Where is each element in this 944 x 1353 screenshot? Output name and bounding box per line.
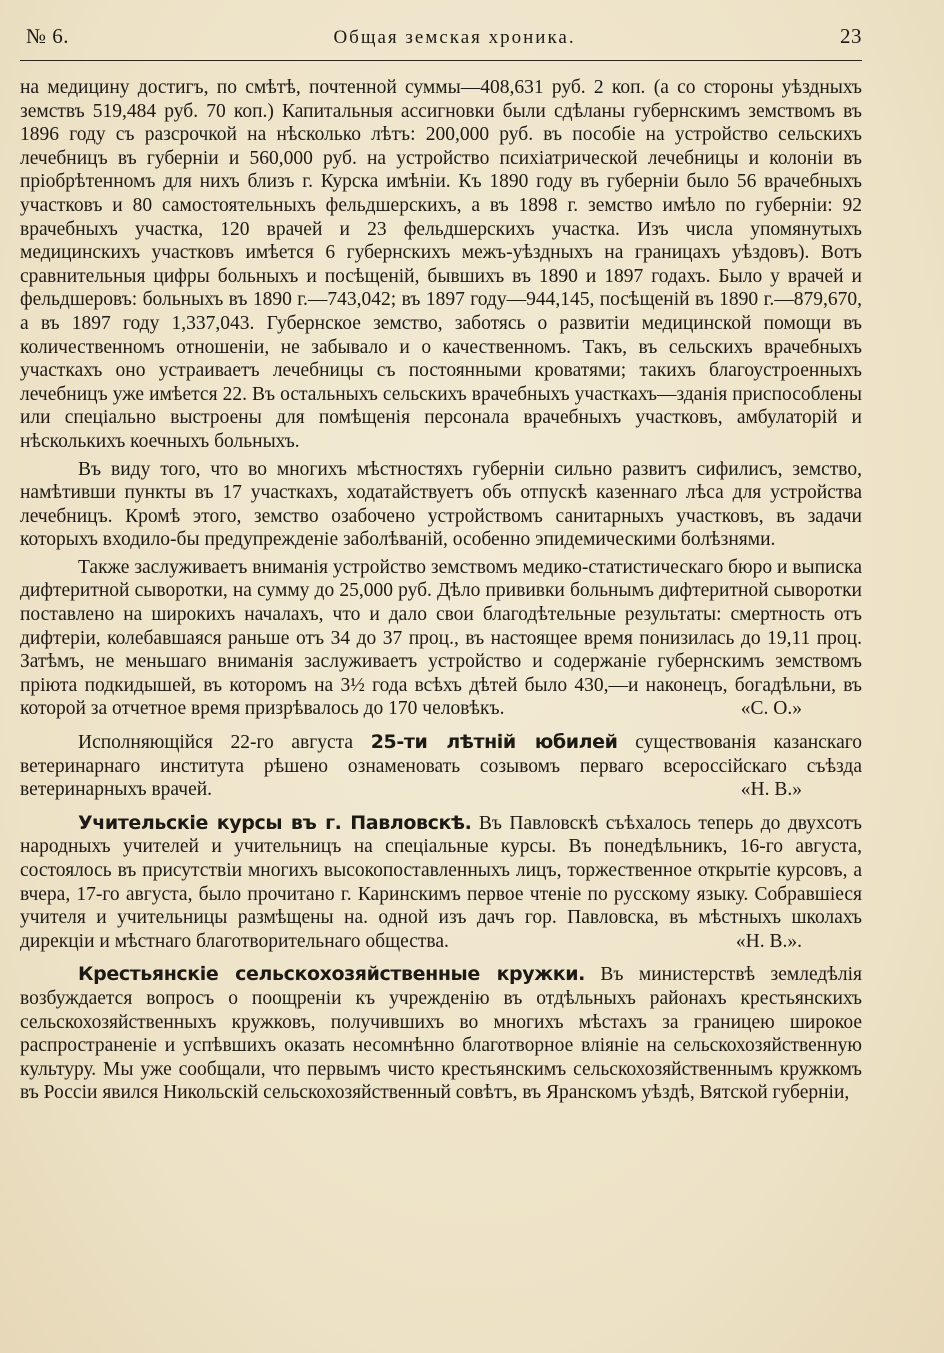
inline-heading-peasant-circles: Крестьянскіе сельскохозяйственные кружки. — [78, 963, 585, 986]
paragraph-medical-spending — [20, 76, 862, 454]
running-head — [26, 24, 862, 58]
article-body — [20, 76, 862, 1109]
paragraph-text: Въ Павловскѣ съѣхалось теперь до двухсотъ народныхъ учителей и учительницъ на спеціальные курсы. Въ понедѣльникъ, 16-го августа, состоялось въ присутствіи многихъ высокопоставленныхъ лицъ, торжественное открытіе курсовъ, а вчера, 17-го августа, было прочитано г. Каринскимъ первое чтеніе по русскому языку. Собравшіеся учителя и учительницы размѣщены на. одной изъ дачъ гор. Павловска, въ мѣстныхъ школахъ дирекціи и мѣстнаго благотворительнаго общества. — [20, 812, 862, 952]
paragraph-text: Исполняющійся 22-го августа — [78, 732, 371, 754]
signature-nv: «Н. В.». — [735, 930, 802, 952]
paragraph-text: на медицину достигъ, по смѣтѣ, почтенной суммы—408,631 руб. 2 коп. (а со стороны уѣздныхъ земствъ 519,484 руб. 70 коп.) Капитальныя ассигновки были сдѣланы губернскимъ земствомъ въ 1896 году съ разсрочкой на нѣсколько лѣтъ: 200,000 руб. въ пособіе на устройство сельскихъ лечебницъ въ губерніи и 560,000 руб. на устройство психіатрической лечебницы и колоніи въ пріобрѣтенномъ для нихъ близъ г. Курска имѣніи. Къ 1890 году въ губерніи было 56 врачебныхъ участковъ и 80 самостоятельныхъ фельдшерскихъ, а въ 1898 г. земство имѣло по губерніи: 92 врачебныхъ участка, 120 врачей и 23 фельдшерскихъ участка. Изъ числа упомянутыхъ медицинскихъ участковъ имѣется 6 губернскихъ межъ-уѣздныхъ на границахъ уѣздовъ). Вотъ сравнительныя цифры больныхъ и посѣщеній, бывшихъ въ 1890 и 1897 годахъ. Было у врачей и фельдшеровъ: больныхъ въ 1890 г.—743,042; въ 1897 году—944,145, посѣщеній въ 1890 г.—879,670, а въ 1897 году 1,337,043. Губернское земство, заботясь о развитіи медицинской помощи въ количественномъ отношеніи, не забывало и о качественномъ. Такъ, въ сельскихъ врачебныхъ участкахъ оно устраиваетъ лечебницы съ постоянными кроватями; такихъ благоустроенныхъ лечебницъ уже имѣется 22. Въ остальныхъ сельскихъ врачебныхъ участкахъ—зданія приспособлены или спеціально выстроены для помѣщенія персонала врачебныхъ участковъ, амбулаторій и нѣсколькихъ коечныхъ больныхъ. — [20, 77, 862, 452]
paragraph-syphilis — [20, 458, 862, 552]
paragraph-text: Въ министерствѣ земледѣлія возбуждается вопросъ о поощреніи къ учрежденію въ отдѣльныхъ районахъ крестьянскихъ сельскохозяйственныхъ кружковъ, получившихъ во многихъ мѣстахъ за границею широкое распространеніе и успѣвшихъ оказать несомнѣнно благотворное вліяніе на сельскохозяйственную культуру. Мы уже сообщали, что первымъ чисто крестьянскимъ сельскохозяйственнымъ кружкомъ въ Россіи явился Никольскій сельскохозяйственный совѣтъ, въ Яранскомъ уѣздѣ, Вятской губерніи, — [20, 964, 862, 1104]
paragraph-text: существованія казанскаго ветеринарнаго института рѣшено ознаменовать созывомъ перваго всероссійскаго съѣзда ветеринарныхъ врачей. — [20, 732, 862, 801]
paragraph-text: Также заслуживаетъ вниманія устройство земствомъ медико-статистическаго бюро и выписка дифтеритной сыворотки, на сумму до 25,000 руб. Дѣло прививки больнымъ дифтеритной сыворотки поставлено на широкихъ началахъ, что и дало свои благодѣтельные результаты: смертность отъ дифтеріи, колебавшаяся раньше отъ 34 до 37 проц., въ настоящее время понизилась до 19,11 проц. Затѣмъ, не меньшаго вниманія заслуживаетъ устройство и содержаніе губернскимъ земствомъ пріюта подкидышей, въ которомъ на 3½ года всѣхъ дѣтей было 430,—и наконецъ, богадѣльни, въ которой за отчетное время призрѣвалось до 170 человѣкъ. — [20, 556, 862, 720]
header-rule — [20, 60, 862, 61]
paragraph-peasant-circles — [20, 963, 862, 1105]
signature-nv: «Н. В.» — [740, 779, 802, 801]
journal-section-title: Общая земская хроника. — [333, 27, 576, 48]
paragraph-statistics-bureau — [20, 556, 862, 721]
page-number: 23 — [840, 24, 862, 48]
inline-heading-jubilee: 25-ти лѣтній юбилей — [370, 731, 618, 754]
paragraph-veterinary-jubilee — [20, 731, 862, 802]
paragraph-teacher-courses — [20, 812, 862, 954]
paragraph-text: Въ виду того, что во многихъ мѣстностяхъ губерніи сильно развитъ сифилисъ, земство, намѣтивши пункты въ 17 участкахъ, ходатайствуетъ объ отпускѣ казеннаго лѣса для устройства лечебницъ. Кромѣ этого, земство озабочено устройствомъ санитарныхъ участковъ, въ задачи которыхъ входило-бы предупрежденіе заболѣваній, особенно эпидемическими болѣзнями. — [20, 458, 862, 551]
inline-heading-teacher-courses: Учительскіе курсы въ г. Павловскѣ. — [78, 811, 472, 834]
issue-number: № 6. — [26, 24, 70, 48]
signature-so: «С. О.» — [740, 698, 802, 720]
